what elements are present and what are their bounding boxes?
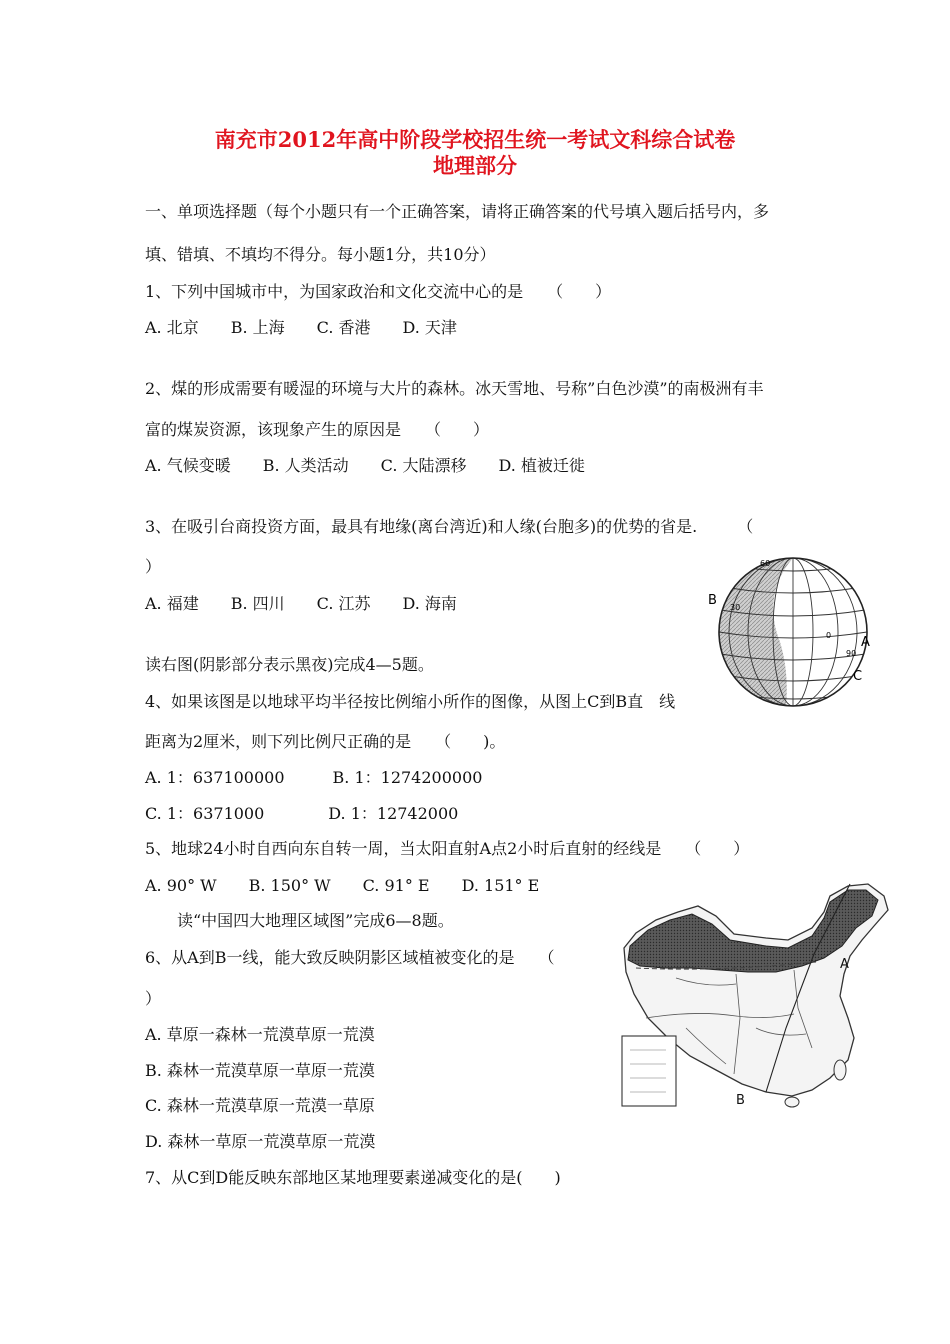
q3-stem-line1: 3、在吸引台商投资方面，最具有地缘(离台湾近)和人缘(台胞多)的优势的省是. （ <box>145 517 754 536</box>
read-instruction-globe: 读右图(阴影部分表示黑夜)完成4—5题。 <box>145 655 434 674</box>
q4-stem-line1: 4、如果该图是以地球平均半径按比例缩小所作的图像，从图上C到B直 线 <box>145 692 676 711</box>
q3-options: A. 福建 B. 四川 C. 江苏 D. 海南 <box>145 594 457 613</box>
globe-number-30: 30 <box>730 603 741 612</box>
page-subtitle: 地理部分 <box>433 153 517 178</box>
q6-option-d: D. 森林一草原一荒漠草原一荒漠 <box>145 1132 376 1151</box>
taiwan-island <box>834 1060 846 1080</box>
q4-options-ab: A. 1：637100000 B. 1：1274200000 <box>145 768 483 787</box>
q5-stem: 5、地球24小时自西向东自转一周，当太阳直射A点2小时后直射的经线是 （ ） <box>145 839 750 858</box>
section-instructions-line1: 一、单项选择题（每个小题只有一个正确答案，请将正确答案的代号填入题后括号内，多 <box>145 202 770 221</box>
globe-number-90: 90 <box>846 649 857 658</box>
globe-number-0: 0 <box>826 631 832 640</box>
q6-stem-line2: ） <box>145 989 162 1008</box>
q2-options: A. 气候变暖 B. 人类活动 C. 大陆漂移 D. 植被迁徙 <box>145 456 585 475</box>
globe-label-a: A <box>861 635 870 650</box>
globe-label-b: B <box>708 593 717 608</box>
q6-option-c: C. 森林一荒漠草原一荒漠一草原 <box>145 1096 375 1115</box>
q3-stem-line2: ） <box>145 557 162 576</box>
section-instructions-line2: 填、错填、不填均不得分。每小题1分，共10分） <box>145 245 496 264</box>
china-regions-map <box>616 878 892 1110</box>
q7-stem: 7、从C到D能反映东部地区某地理要素递减变化的是( ) <box>145 1168 561 1187</box>
q4-stem-line2: 距离为2厘米，则下列比例尺正确的是 （ )。 <box>145 732 506 751</box>
q1-stem: 1、下列中国城市中，为国家政治和文化交流中心的是 （ ） <box>145 282 612 301</box>
q1-options: A. 北京 B. 上海 C. 香港 D. 天津 <box>145 318 457 337</box>
south-sea-inset <box>622 1036 676 1106</box>
q6-option-a: A. 草原一森林一荒漠草原一荒漠 <box>145 1025 375 1044</box>
hainan-island <box>785 1097 799 1107</box>
globe-figure <box>708 552 870 712</box>
q2-stem-line2: 富的煤炭资源，该现象产生的原因是 （ ） <box>145 420 490 439</box>
q4-options-cd: C. 1：6371000 D. 1：12742000 <box>145 804 459 823</box>
read-instruction-map: 读“中国四大地理区域图”完成6—8题。 <box>177 911 454 930</box>
map-label-b: B <box>736 1093 745 1108</box>
map-label-a: A <box>840 957 849 972</box>
q5-options: A. 90° W B. 150° W C. 91° E D. 151° E <box>145 876 540 895</box>
page-title: 南充市2012年高中阶段学校招生统一考试文科综合试卷 <box>214 127 736 152</box>
globe-number-60: 60 <box>760 559 771 568</box>
q6-option-b: B. 森林一荒漠草原一草原一荒漠 <box>145 1061 375 1080</box>
q6-stem-line1: 6、从A到B一线，能大致反映阴影区域植被变化的是 （ <box>145 948 555 967</box>
q2-stem-line1: 2、煤的形成需要有暖湿的环境与大片的森林。冰天雪地、号称”白色沙漠”的南极洲有丰 <box>145 379 764 398</box>
globe-label-c: C <box>853 669 863 684</box>
